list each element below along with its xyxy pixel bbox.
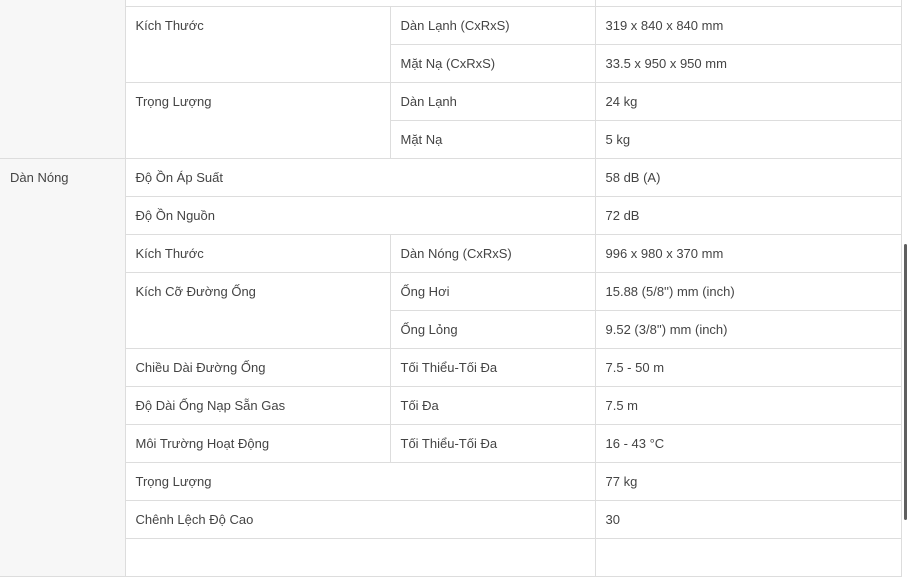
spec-value: 77 kg <box>595 463 901 501</box>
table-row <box>0 7 901 45</box>
spec-sublabel: Ống Lỏng <box>390 311 595 349</box>
spec-sublabel: Dàn Lạnh <box>390 83 595 121</box>
table-row <box>0 425 901 463</box>
spec-value: 24 kg <box>595 83 901 121</box>
spec-label: Chiều Dài Đường Ống <box>125 349 390 387</box>
spec-label: Độ Ồn Áp Suất <box>125 159 595 197</box>
table-row <box>0 349 901 387</box>
table-row <box>0 501 901 539</box>
spec-value: 319 x 840 x 840 mm <box>595 7 901 45</box>
spec-sublabel: Tối Thiểu-Tối Đa <box>390 425 595 463</box>
table-row <box>0 83 901 121</box>
table-row <box>0 197 901 235</box>
spec-label: Độ Dài Ống Nạp Sẵn Gas <box>125 387 390 425</box>
spec-value <box>595 539 901 577</box>
spec-value: 72 dB <box>595 197 901 235</box>
spec-label: Độ Ồn Nguồn <box>125 197 595 235</box>
spec-sublabel: Tối Đa <box>390 387 595 425</box>
spec-sublabel: Dàn Lạnh (CxRxS) <box>390 7 595 45</box>
spec-value: 7.5 m <box>595 387 901 425</box>
scrollbar-thumb[interactable] <box>904 244 907 520</box>
table-row <box>0 463 901 501</box>
spec-value: 7.5 - 50 m <box>595 349 901 387</box>
spec-sublabel: Ống Hơi <box>390 273 595 311</box>
spec-value: 33.5 x 950 x 950 mm <box>595 45 901 83</box>
spec-value: 15.88 (5/8'') mm (inch) <box>595 273 901 311</box>
table-row <box>0 387 901 425</box>
table-row <box>0 159 901 197</box>
spec-value: 9.52 (3/8'') mm (inch) <box>595 311 901 349</box>
spec-sublabel: Tối Thiểu-Tối Đa <box>390 349 595 387</box>
spec-label <box>125 539 595 577</box>
spec-value: 996 x 980 x 370 mm <box>595 235 901 273</box>
spec-label: Môi Trường Hoạt Động <box>125 425 390 463</box>
table-row <box>0 273 901 311</box>
spec-value: 58 dB (A) <box>595 159 901 197</box>
table-row <box>0 539 901 577</box>
spec-sublabel: Dàn Nóng (CxRxS) <box>390 235 595 273</box>
spec-label: Kích Cỡ Đường Ống <box>125 273 390 349</box>
spec-sublabel: Mặt Nạ <box>390 121 595 159</box>
spec-label: Kích Thước <box>125 7 390 83</box>
spec-value: 30 <box>595 501 901 539</box>
spec-value: 5 kg <box>595 121 901 159</box>
spec-label: Trọng Lượng <box>125 83 390 159</box>
spec-sublabel: Mặt Nạ (CxRxS) <box>390 45 595 83</box>
spec-value: 16 - 43 °C <box>595 425 901 463</box>
group-cell-indoor <box>0 0 125 159</box>
table-row <box>0 235 901 273</box>
group-label-outdoor: Dàn Nóng <box>0 159 125 577</box>
spec-label: Chênh Lệch Độ Cao <box>125 501 595 539</box>
spec-label: Kích Thước <box>125 235 390 273</box>
spec-label: Trọng Lượng <box>125 463 595 501</box>
